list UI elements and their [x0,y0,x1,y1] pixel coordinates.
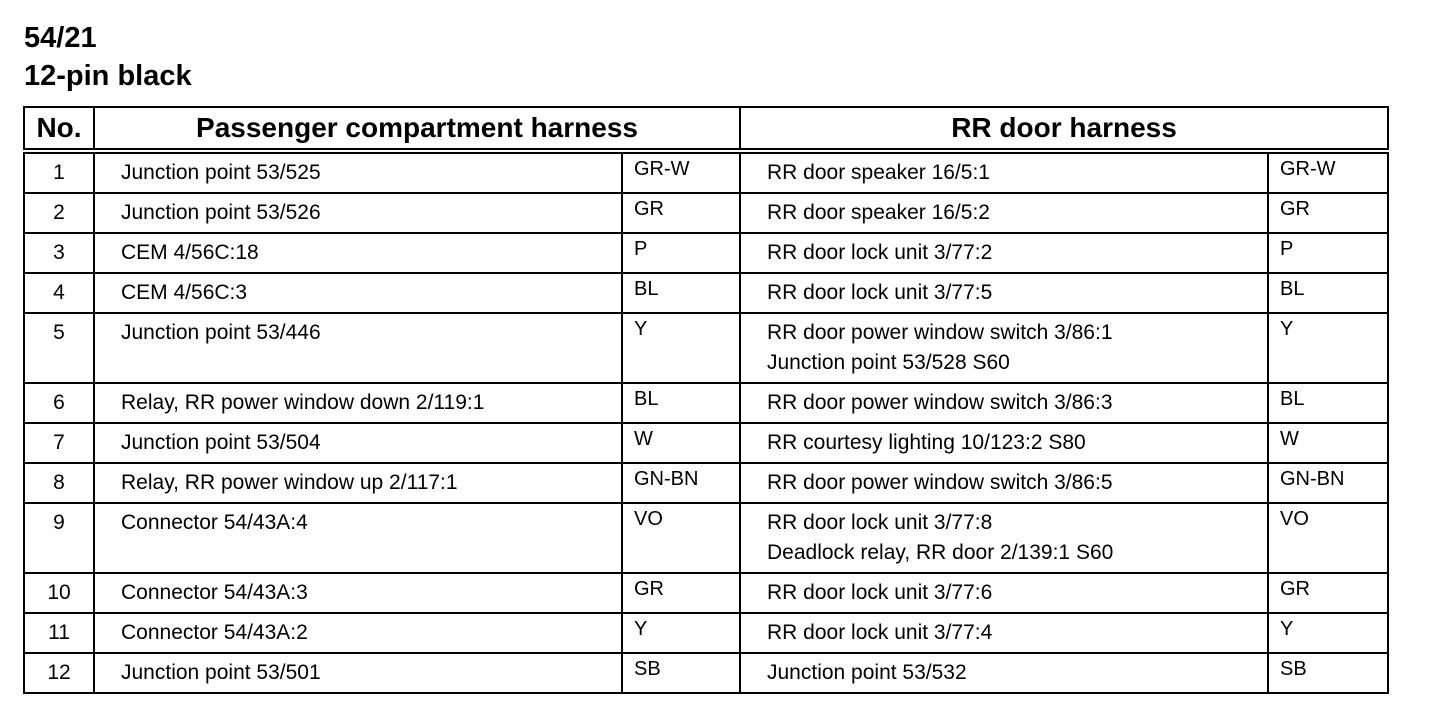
table-row [24,613,1388,653]
header-rr-door-harness: RR door harness [740,107,1388,151]
table-header-row [24,107,1388,151]
passenger-harness-wire-color: VO [622,503,740,573]
passenger-harness-connection: Relay, RR power window down 2/119:1 [94,383,622,423]
passenger-harness-connection: CEM 4/56C:18 [94,233,622,273]
passenger-harness-connection: Connector 54/43A:2 [94,613,622,653]
rr-door-harness-wire-color: BL [1268,383,1388,423]
passenger-harness-wire-color: Y [622,613,740,653]
header-passenger-harness: Passenger compartment harness [94,107,740,151]
passenger-harness-connection: Junction point 53/501 [94,653,622,693]
connection-line: RR door speaker 16/5:2 [767,201,990,224]
passenger-harness-wire-color: Y [622,313,740,383]
passenger-harness-wire-color: SB [622,653,740,693]
connection-line: RR door lock unit 3/77:8 [767,511,993,534]
pin-number: 7 [24,423,94,463]
passenger-harness-wire-color: W [622,423,740,463]
rr-door-harness-connection [740,233,1268,273]
connection-line: RR door speaker 16/5:1 [767,161,990,184]
connection-line: RR door power window switch 3/86:5 [767,471,1113,494]
pin-rows [24,151,1388,693]
pin-number: 6 [24,383,94,423]
rr-door-harness-wire-color: P [1268,233,1388,273]
passenger-harness-wire-color: BL [622,383,740,423]
rr-door-harness-wire-color: GR [1268,193,1388,233]
pin-number: 9 [24,503,94,573]
table-row [24,313,1388,383]
table-row [24,503,1388,573]
table-row [24,653,1388,693]
connector-description: 12-pin black [24,60,192,92]
passenger-harness-connection: Junction point 53/504 [94,423,622,463]
connection-line: Deadlock relay, RR door 2/139:1 S60 [767,541,1114,564]
rr-door-harness-connection [740,383,1268,423]
connection-line: RR door lock unit 3/77:2 [767,241,993,264]
table-row [24,383,1388,423]
pin-number: 11 [24,613,94,653]
pin-number: 4 [24,273,94,313]
connection-line: RR door lock unit 3/77:6 [767,581,993,604]
rr-door-harness-wire-color: Y [1268,613,1388,653]
passenger-harness-wire-color: GR [622,573,740,613]
rr-door-harness-connection [740,313,1268,383]
rr-door-harness-wire-color: GR [1268,573,1388,613]
rr-door-harness-wire-color: GN-BN [1268,463,1388,503]
connection-line: Junction point 53/528 S60 [767,351,1010,374]
rr-door-harness-connection [740,151,1268,193]
rr-door-harness-wire-color: Y [1268,313,1388,383]
passenger-harness-connection: Junction point 53/446 [94,313,622,383]
table-row [24,573,1388,613]
rr-door-harness-connection [740,503,1268,573]
passenger-harness-wire-color: GN-BN [622,463,740,503]
table-row [24,193,1388,233]
passenger-harness-wire-color: GR [622,193,740,233]
passenger-harness-connection: CEM 4/56C:3 [94,273,622,313]
connector-id: 54/21 [24,22,97,54]
table-row [24,151,1388,193]
pin-number: 8 [24,463,94,503]
pin-number: 2 [24,193,94,233]
passenger-harness-connection: Connector 54/43A:3 [94,573,622,613]
rr-door-harness-wire-color: BL [1268,273,1388,313]
connection-line: RR courtesy lighting 10/123:2 S80 [767,431,1086,454]
rr-door-harness-wire-color: W [1268,423,1388,463]
table-row [24,233,1388,273]
rr-door-harness-connection [740,573,1268,613]
passenger-harness-connection: Junction point 53/525 [94,151,622,193]
pin-number: 3 [24,233,94,273]
connection-line: RR door power window switch 3/86:1 [767,321,1113,344]
pin-number: 5 [24,313,94,383]
connection-line: RR door power window switch 3/86:3 [767,391,1113,414]
connection-line: RR door lock unit 3/77:4 [767,621,993,644]
connection-line: RR door lock unit 3/77:5 [767,281,993,304]
table-row [24,423,1388,463]
rr-door-harness-wire-color: VO [1268,503,1388,573]
pin-table [23,106,1389,694]
header-no: No. [24,107,94,151]
passenger-harness-connection: Connector 54/43A:4 [94,503,622,573]
rr-door-harness-connection [740,653,1268,693]
table-row [24,273,1388,313]
passenger-harness-wire-color: BL [622,273,740,313]
passenger-harness-connection: Relay, RR power window up 2/117:1 [94,463,622,503]
passenger-harness-connection: Junction point 53/526 [94,193,622,233]
pin-number: 1 [24,151,94,193]
pin-number: 10 [24,573,94,613]
rr-door-harness-connection [740,193,1268,233]
rr-door-harness-connection [740,463,1268,503]
rr-door-harness-wire-color: SB [1268,653,1388,693]
rr-door-harness-connection [740,273,1268,313]
table-row [24,463,1388,503]
passenger-harness-wire-color: GR-W [622,151,740,193]
passenger-harness-wire-color: P [622,233,740,273]
rr-door-harness-connection [740,613,1268,653]
connection-line: Junction point 53/532 [767,661,967,684]
rr-door-harness-wire-color: GR-W [1268,151,1388,193]
rr-door-harness-connection [740,423,1268,463]
pin-number: 12 [24,653,94,693]
